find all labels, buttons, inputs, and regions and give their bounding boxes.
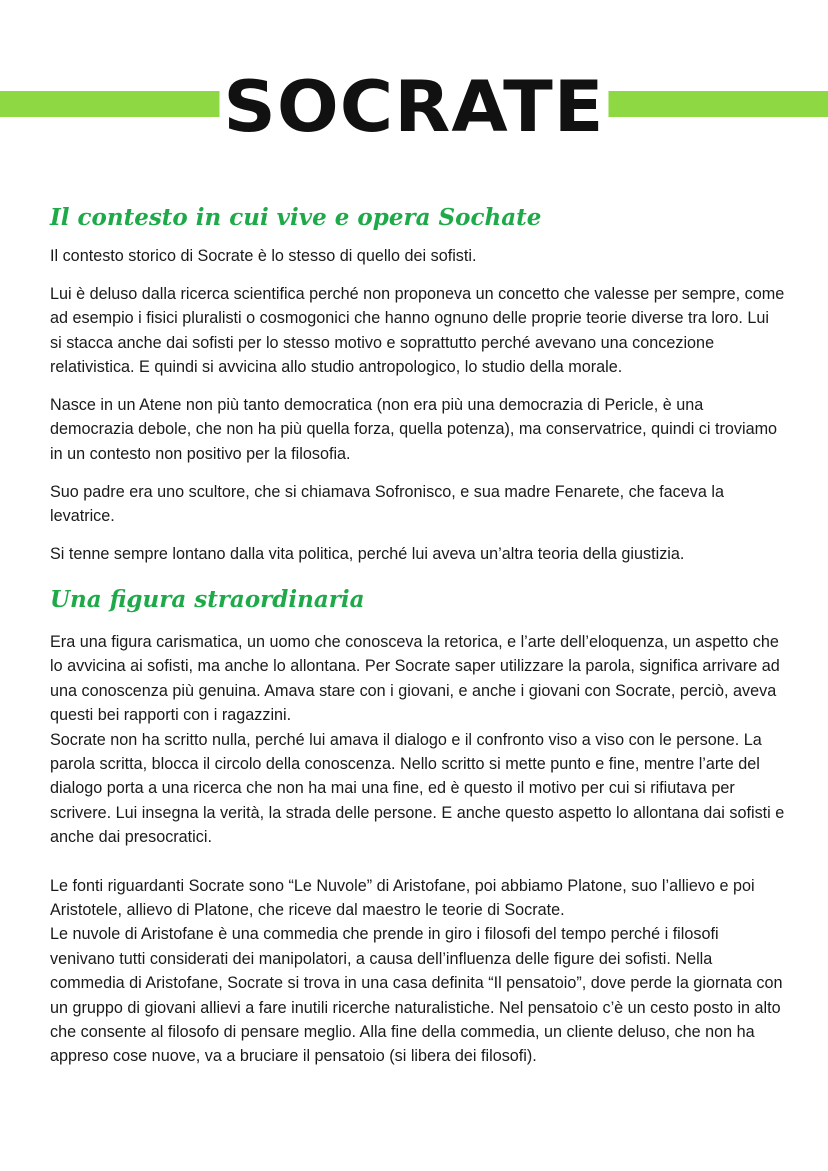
paragraph: Socrate non ha scritto nulla, perché lui amava il dialogo e il confronto viso a viso con le persone. La parola scritta, blocca il circolo della conoscenza. Nello scritto si mette punto e fine, mentre l’arte del dialogo porta a una ricerca che non ha mai una fine, ed è questo il motivo per cui si rifiutava per scrivere. Lui insegna la verità, la strada delle persone. E anche questo aspetto lo allontana dai sofisti e anche dai presocratici. [50, 730, 785, 847]
page-title-text: SOCRATE [219, 66, 608, 148]
page-title [0, 62, 828, 152]
paragraph: Nasce in un Atene non più tanto democratica (non era più una democrazia di Pericle, è una democrazia debole, che non ha più quella forza, quella potenza), ma conservatrice, quindi ci troviamo in un contesto non positivo per la filosofia. [50, 396, 778, 463]
paragraph: Era una figura carismatica, un uomo che conosceva la retorica, e l’arte dell’eloquenza, un aspetto che lo avvicina ai sofisti, ma anche lo allontana. Per Socrate saper utilizzare la parola, significa arrivare ad una conoscenza più genuina. Amava stare con i giovani, e anche i giovani con Socrate, perciò, aveva questi bei rapporti con i ragazzini. [50, 632, 780, 725]
paragraph-gap [50, 850, 785, 874]
paragraph: Si tenne sempre lontano dalla vita politica, perché lui aveva un’altra teoria della giustizia. [50, 545, 685, 564]
paragraph: Il contesto storico di Socrate è lo stesso di quello dei sofisti. [50, 247, 477, 265]
document-body [50, 198, 785, 1069]
paragraph: Le nuvole di Aristofane è una commedia che prende in giro i filosofi del tempo perché i filosofi venivano tutti considerati dei manipolatori, a causa dell’influenza delle figure dei sofisti. Nella commedia di Aristofane, Socrate si trova in una casa definita “Il pensatoio”, dove perde la giornata con un gruppo di giovani allievi a fare inutili ricerche naturalistiche. Nel pensatoio c’è un cesto posto in alto che consente al filosofo di pensare meglio. Alla fine della commedia, un cliente deluso, che non ha appreso cose nuove, va a bruciare il pensatoio (si libera dei filosofi). [50, 925, 783, 1066]
paragraph: Lui è deluso dalla ricerca scientifica perché non proponeva un concetto che valesse per sempre, come ad esempio i fisici pluralisti o cosmogonici che hanno ognuno delle proprie teorie diverse tra loro. Lui si stacca anche dai sofisti per lo stesso motivo e soprattutto perché avevano una concezione relativistica. E quindi si avvicina allo studio antropologico, lo studio della morale. [50, 284, 785, 377]
paragraph: Suo padre era uno scultore, che si chiamava Sofronisco, e sua madre Fenarete, che faceva la levatrice. [50, 482, 724, 526]
paragraph: Le fonti riguardanti Socrate sono “Le Nuvole” di Aristofane, poi abbiamo Platone, suo l’allievo e poi Aristotele, allievo di Platone, che riceve dal maestro le teorie di Socrate. [50, 876, 755, 920]
section-heading-context: Il contesto in cui vive e opera Sochate [50, 204, 542, 231]
section-heading-figure: Una figura straordinaria [50, 585, 365, 613]
